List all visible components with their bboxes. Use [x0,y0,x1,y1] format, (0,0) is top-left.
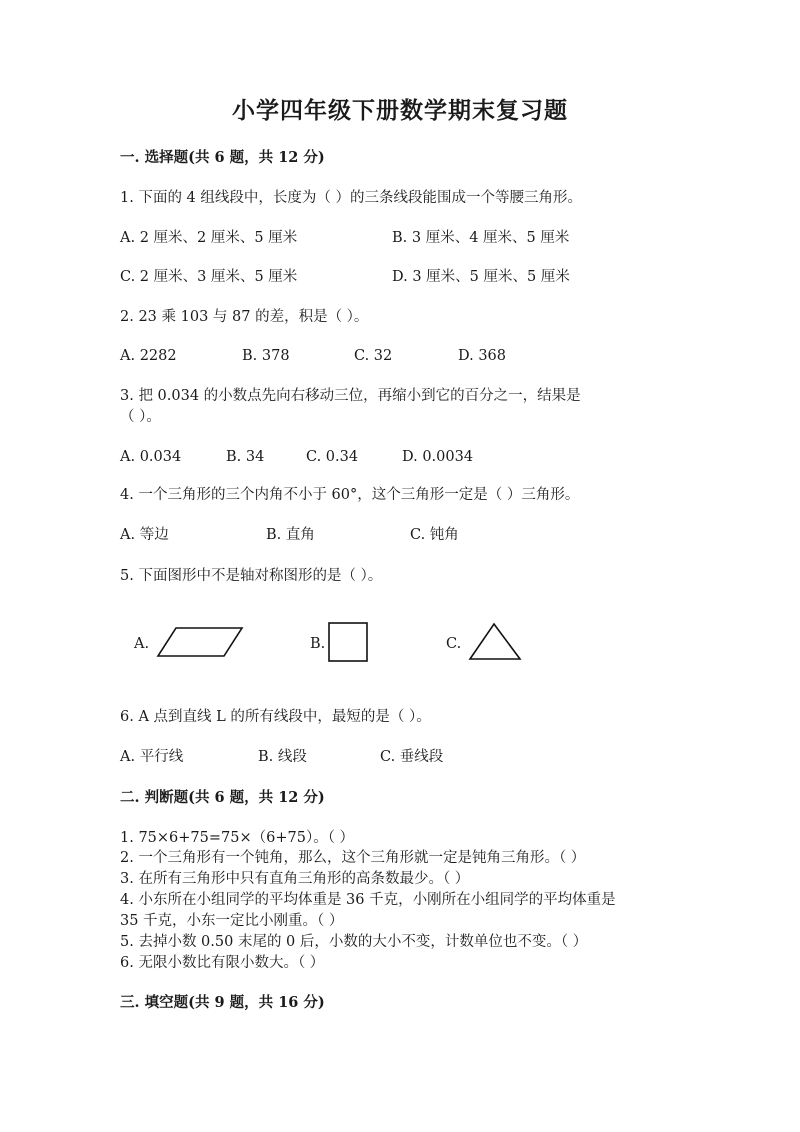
question-3-option-b: B. 34 [226,449,265,465]
question-2-option-c: C. 32 [354,348,393,364]
question-3-option-c: C. 0.34 [306,449,359,465]
question-1-option-c: C. 2 厘米、3 厘米、5 厘米 [120,269,298,285]
square-shape [328,622,370,664]
question-1-option-d: D. 3 厘米、5 厘米、5 厘米 [392,269,570,285]
question-5-option-b-label: B. [310,636,326,652]
parallelogram-shape [156,626,246,660]
question-3-option-a: A. 0.034 [120,449,182,465]
question-2-option-a: A. 2282 [120,348,177,364]
judgement-item-continued: 35 千克，小东一定比小刚重。（ ） [120,913,344,929]
question-1-stem: 1. 下面的 4 组线段中，长度为（ ）的三条线段能围成一个等腰三角形。 [120,190,582,206]
judgement-item: 2. 一个三角形有一个钝角，那么，这个三角形就一定是钝角三角形。（ ） [120,850,586,866]
section-heading-judgement: 二. 判断题(共 6 题，共 12 分) [120,789,325,806]
question-4-option-b: B. 直角 [266,527,315,543]
question-3-option-d: D. 0.0034 [402,449,474,465]
question-4-option-c: C. 钝角 [410,527,459,543]
question-3-stem-line2: （ ）。 [120,409,161,425]
question-3-stem-line1: 3. 把 0.034 的小数点先向右移动三位，再缩小到它的百分之一，结果是 [120,388,581,404]
question-5-option-a-label: A. [134,636,150,652]
section-heading-fill-in: 三. 填空题(共 9 题，共 16 分) [120,994,325,1011]
question-6-option-a: A. 平行线 [120,749,184,765]
page-title: 小学四年级下册数学期末复习题 [232,97,568,124]
judgement-item: 4. 小东所在小组同学的平均体重是 36 千克，小刚所在小组同学的平均体重是 [120,892,616,908]
question-2-stem: 2. 23 乘 103 与 87 的差，积是（ ）。 [120,309,369,325]
question-5-option-c-label: C. [446,636,462,652]
question-6-option-c: C. 垂线段 [380,749,444,765]
judgement-item: 5. 去掉小数 0.50 末尾的 0 后，小数的大小不变，计数单位也不变。（ ） [120,934,588,950]
question-1-option-a: A. 2 厘米、2 厘米、5 厘米 [120,230,298,246]
question-2-option-b: B. 378 [242,348,290,364]
judgement-item: 6. 无限小数比有限小数大。（ ） [120,955,325,971]
question-4-stem: 4. 一个三角形的三个内角不小于 60°，这个三角形一定是（ ）三角形。 [120,487,580,503]
judgement-item: 1. 75×6+75=75×（6+75）。（ ） [120,830,355,846]
question-6-stem: 6. A 点到直线 L 的所有线段中，最短的是（ ）。 [120,709,431,725]
question-4-option-a: A. 等边 [120,527,169,543]
question-2-option-d: D. 368 [458,348,507,364]
triangle-shape [468,622,524,662]
question-6-option-b: B. 线段 [258,749,307,765]
section-heading-choice: 一. 选择题(共 6 题，共 12 分) [120,149,325,166]
judgement-item: 3. 在所有三角形中只有直角三角形的高条数最少。（ ） [120,871,470,887]
question-1-option-b: B. 3 厘米、4 厘米、5 厘米 [392,230,570,246]
question-5-stem: 5. 下面图形中不是轴对称图形的是（ ）。 [120,568,383,584]
